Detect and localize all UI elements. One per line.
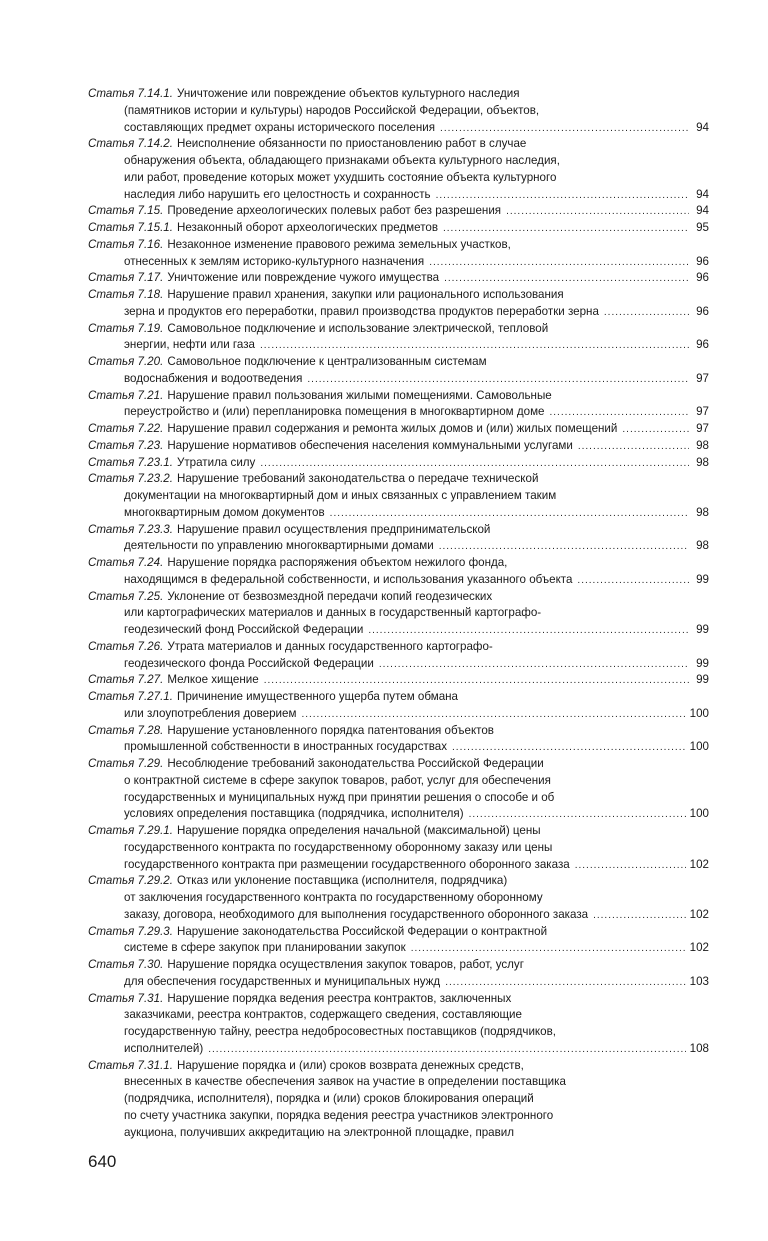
article-title-line: находящимся в федеральной собственности, и использования указанного объекта — [124, 572, 573, 586]
article-title-line: заказу, договора, необходимого для выполнения государственного оборонного заказа — [124, 907, 589, 921]
article-title-line: системе в сфере закупок при планировании закупок — [124, 941, 406, 955]
article-title-line: Нарушение порядка и (или) сроков возврата денежных средств, — [176, 1058, 524, 1072]
page-ref: 100 — [689, 807, 709, 821]
toc-entry — [88, 756, 709, 823]
toc-line — [88, 538, 709, 555]
toc-line — [88, 790, 709, 807]
toc-line — [88, 1125, 709, 1142]
article-number: Статья 7.29.3. — [88, 924, 173, 938]
article-title-line: внесенных в качестве обеспечения заявок на участие в определении поставщика — [124, 1075, 566, 1089]
article-title-line: государственных и муниципальных нужд при принятии решения о способе и об — [124, 790, 555, 804]
toc-line — [88, 639, 709, 656]
page-ref: 108 — [689, 1041, 709, 1055]
toc-line — [88, 622, 709, 639]
dot-leader — [440, 121, 689, 138]
article-title-line: Нарушение порядка определения начальной (максимальной) цены — [176, 824, 541, 837]
article-title-line: Нарушение правил хранения, закупки или рационального использования — [167, 288, 564, 301]
toc-entry — [88, 589, 709, 639]
toc-line — [88, 672, 709, 689]
article-title-line: исполнителей) — [124, 1041, 204, 1055]
toc-line — [88, 170, 709, 187]
toc-line — [88, 354, 709, 371]
article-number: Статья 7.18. — [88, 288, 164, 301]
article-number: Статья 7.26. — [88, 639, 164, 653]
article-title-line: условиях определения поставщика (подрядчика, исполнителя) — [124, 807, 464, 821]
toc-line — [88, 1074, 709, 1091]
article-title-line: наследия либо нарушить его целостность и сохранность — [124, 187, 431, 201]
page-ref: 98 — [696, 539, 709, 553]
page-ref: 96 — [696, 254, 709, 268]
toc-line — [88, 940, 709, 957]
toc-line — [88, 589, 709, 606]
article-number: Статья 7.27. — [88, 673, 164, 687]
toc-line — [88, 806, 709, 823]
article-title-line: Самовольное подключение к централизованным системам — [167, 355, 487, 368]
toc-line — [88, 120, 709, 137]
toc-line — [88, 857, 709, 874]
article-title-line: аукциона, получивших аккредитацию на электронной площадке, правил — [124, 1125, 515, 1139]
dot-leader — [264, 673, 689, 690]
article-number: Статья 7.30. — [88, 958, 164, 971]
article-title-line: Несоблюдение требований законодательства Российской Федерации — [167, 757, 544, 770]
article-number: Статья 7.25. — [88, 589, 164, 603]
article-number: Статья 7.15.1. — [88, 221, 173, 234]
page-ref: 96 — [696, 338, 709, 352]
toc-line — [88, 86, 709, 103]
toc-line — [88, 890, 709, 907]
article-number: Статья 7.24. — [88, 556, 164, 569]
page-ref: 99 — [696, 656, 709, 670]
article-number: Статья 7.23.2. — [88, 472, 173, 486]
toc-line — [88, 605, 709, 622]
article-title-line: Нарушение законодательства Российской Федерации о контрактной — [176, 924, 548, 938]
toc-entry — [88, 672, 709, 689]
dot-leader — [443, 221, 689, 238]
toc-line — [88, 187, 709, 204]
toc-entry — [88, 957, 709, 991]
article-title-line: Нарушение правил осуществления предпринимательской — [176, 522, 491, 536]
article-number: Статья 7.23.1. — [88, 455, 173, 469]
toc-line — [88, 1007, 709, 1024]
toc-entry — [88, 237, 709, 271]
toc-line — [88, 840, 709, 857]
dot-leader — [436, 188, 689, 205]
toc-line — [88, 471, 709, 488]
toc-line — [88, 756, 709, 773]
page-ref: 102 — [689, 941, 709, 955]
article-title-line: геодезический фонд Российской Федерации — [124, 623, 364, 636]
article-number: Статья 7.14.2. — [88, 137, 173, 151]
dot-leader — [593, 908, 686, 925]
toc-line — [88, 153, 709, 170]
article-title-line: деятельности по управлению многоквартирными домами — [124, 539, 434, 553]
toc-line — [88, 103, 709, 120]
dot-leader — [260, 456, 689, 473]
page-ref: 97 — [696, 371, 709, 385]
dot-leader — [208, 1042, 685, 1059]
article-title-line: зерна и продуктов его переработки, правил производства продуктов переработки зерна — [124, 304, 599, 318]
toc-entry — [88, 522, 709, 556]
article-title-line: Нарушение установленного порядка патентования объектов — [167, 723, 494, 737]
article-title-line: Утрата материалов и данных государственного картографо- — [167, 639, 493, 653]
toc-entry — [88, 86, 709, 136]
article-title-line: переустройство и (или) перепланировка помещения в многоквартирном доме — [124, 405, 545, 419]
page-ref: 94 — [696, 204, 709, 218]
toc-line — [88, 287, 709, 304]
article-number: Статья 7.23.3. — [88, 522, 173, 536]
article-number: Статья 7.22. — [88, 422, 164, 435]
article-title-line: Уничтожение или повреждение чужого имущества — [167, 271, 440, 285]
dot-leader — [379, 657, 689, 674]
toc-entry — [88, 823, 709, 873]
article-title-line: от заключения государственного контракта по государственному оборонному — [124, 891, 543, 904]
page-ref: 99 — [696, 572, 709, 586]
toc-line — [88, 220, 709, 237]
toc-line — [88, 522, 709, 539]
article-number: Статья 7.27.1. — [88, 690, 173, 703]
article-title-line: Уклонение от безвозмездной передачи копий геодезических — [167, 589, 493, 603]
page-ref: 99 — [696, 623, 709, 636]
toc-entry — [88, 555, 709, 589]
toc-entry — [88, 438, 709, 455]
article-title-line: государственного контракта по государственному оборонному заказу или цены — [124, 840, 553, 854]
toc-line — [88, 237, 709, 254]
page-ref: 102 — [689, 907, 709, 921]
dot-leader — [429, 255, 689, 272]
toc-entry — [88, 639, 709, 673]
toc-line — [88, 773, 709, 790]
article-title-line: Проведение археологических полевых работ без разрешения — [167, 204, 502, 218]
article-title-line: по счету участника закупки, порядка ведения реестра участников электронного — [124, 1108, 554, 1122]
article-title-line: Нарушение порядка ведения реестра контрактов, заключенных — [167, 991, 512, 1005]
article-title-line: Самовольное подключение и использование электрической, тепловой — [167, 321, 549, 335]
article-title-line: геодезического фонда Российской Федерации — [124, 656, 374, 670]
page-ref: 100 — [689, 706, 709, 720]
article-title-line: составляющих предмет охраны исторического поселения — [124, 120, 436, 134]
article-title-line: Нарушение порядка осуществления закупок товаров, работ, услуг — [167, 958, 524, 971]
article-number: Статья 7.23. — [88, 438, 164, 452]
toc-line — [88, 823, 709, 840]
page-ref: 96 — [696, 304, 709, 318]
article-number: Статья 7.21. — [88, 388, 164, 402]
toc-entry — [88, 924, 709, 958]
dot-leader — [411, 941, 686, 958]
toc-line — [88, 974, 709, 991]
toc-line — [88, 656, 709, 673]
article-title-line: или злоупотребления доверием — [124, 706, 297, 720]
toc-line — [88, 924, 709, 941]
article-title-line: Неисполнение обязанности по приостановлению работ в случае — [176, 137, 527, 151]
article-number: Статья 7.31. — [88, 991, 164, 1005]
toc-line — [88, 136, 709, 153]
page-ref: 96 — [696, 271, 709, 285]
article-number: Статья 7.17. — [88, 271, 164, 285]
dot-leader — [578, 439, 689, 456]
dot-leader — [439, 539, 689, 556]
dot-leader — [368, 623, 689, 640]
dot-leader — [444, 271, 689, 288]
article-title-line: энергии, нефти или газа — [124, 338, 255, 352]
toc-entry — [88, 270, 709, 287]
article-title-line: Незаконное изменение правового режима земельных участков, — [167, 237, 511, 251]
toc-line — [88, 957, 709, 974]
article-title-line: государственную тайну, реестра недобросовестных поставщиков (подрядчиков, — [124, 1025, 556, 1038]
article-title-line: Утратила силу — [176, 455, 256, 469]
toc-entry — [88, 220, 709, 237]
article-title-line: обнаружения объекта, обладающего признаками объекта культурного наследия, — [124, 154, 560, 167]
toc-line — [88, 1058, 709, 1075]
toc-line — [88, 337, 709, 354]
article-title-line: (подрядчика, исполнителя), порядка и (или) сроков блокирования операций — [124, 1092, 534, 1105]
article-title-line: государственного контракта при размещении государственного оборонного заказа — [124, 857, 570, 871]
toc-line — [88, 1108, 709, 1125]
page-ref: 98 — [696, 438, 709, 452]
toc-entry — [88, 455, 709, 472]
toc-entry — [88, 203, 709, 220]
article-title-line: отнесенных к землям историко-культурного назначения — [124, 254, 425, 268]
article-number: Статья 7.20. — [88, 355, 164, 368]
toc-entry — [88, 421, 709, 438]
article-title-line: заказчиками, реестра контрактов, содержащего сведения, составляющие — [124, 1008, 522, 1022]
dot-leader — [445, 975, 685, 992]
article-title-line: о контрактной системе в сфере закупок товаров, работ, услуг для обеспечения — [124, 773, 551, 787]
page-ref: 99 — [696, 673, 709, 687]
toc-line — [88, 270, 709, 287]
toc-line — [88, 991, 709, 1008]
article-number: Статья 7.16. — [88, 237, 164, 251]
toc-line — [88, 404, 709, 421]
toc-line — [88, 739, 709, 756]
dot-leader — [577, 573, 689, 590]
dot-leader — [452, 740, 686, 757]
article-number: Статья 7.29. — [88, 757, 164, 770]
dot-leader — [550, 405, 690, 422]
article-number: Статья 7.28. — [88, 723, 164, 737]
article-title-line: Мелкое хищение — [167, 673, 259, 687]
article-title-line: Причинение имущественного ущерба путем обмана — [176, 690, 459, 703]
toc-line — [88, 455, 709, 472]
toc-entry — [88, 689, 709, 723]
toc-line — [88, 706, 709, 723]
toc-line — [88, 907, 709, 924]
toc-entry — [88, 321, 709, 355]
toc-line — [88, 572, 709, 589]
article-title-line: (памятников истории и культуры) народов Российской Федерации, объектов, — [124, 103, 540, 117]
article-number: Статья 7.15. — [88, 204, 164, 218]
toc-line — [88, 203, 709, 220]
toc-entry — [88, 723, 709, 757]
toc-entry — [88, 471, 709, 521]
toc-line — [88, 1091, 709, 1108]
toc-line — [88, 689, 709, 706]
toc-line — [88, 488, 709, 505]
dot-leader — [330, 506, 689, 523]
toc-line — [88, 388, 709, 405]
article-title-line: Нарушение правил содержания и ремонта жилых домов и (или) жилых помещений — [167, 422, 618, 435]
page-ref: 97 — [696, 422, 709, 435]
toc-entry — [88, 388, 709, 422]
article-title-line: Отказ или уклонение поставщика (исполнителя, подрядчика) — [176, 874, 508, 888]
article-title-line: документации на многоквартирный дом и иных связанных с управлением таким — [124, 489, 557, 502]
toc-entry — [88, 287, 709, 321]
page-ref: 100 — [689, 740, 709, 754]
article-number: Статья 7.19. — [88, 321, 164, 335]
article-title-line: Уничтожение или повреждение объектов культурного наследия — [176, 87, 520, 100]
article-title-line: Нарушение правил пользования жилыми помещениями. Самовольные — [167, 388, 552, 402]
dot-leader — [469, 807, 686, 824]
toc-line — [88, 321, 709, 338]
page-number: 640 — [88, 1152, 117, 1171]
toc-line — [88, 421, 709, 438]
article-title-line: Нарушение порядка распоряжения объектом нежилого фонда, — [167, 556, 508, 569]
toc-line — [88, 555, 709, 572]
page-ref: 98 — [696, 505, 709, 519]
dot-leader — [301, 707, 685, 724]
article-title-line: многоквартирным домом документов — [124, 505, 325, 519]
article-number: Статья 7.29.2. — [88, 874, 173, 888]
toc-line — [88, 723, 709, 740]
toc-line — [88, 873, 709, 890]
toc-entry — [88, 991, 709, 1058]
toc-entry — [88, 354, 709, 388]
dot-leader — [307, 372, 689, 389]
article-number: Статья 7.14.1. — [88, 87, 173, 100]
toc-line — [88, 304, 709, 321]
article-number: Статья 7.29.1. — [88, 824, 173, 837]
article-title-line: водоснабжения и водоотведения — [124, 371, 303, 385]
page-ref: 103 — [689, 974, 709, 988]
page-ref: 102 — [689, 857, 709, 871]
toc-line — [88, 371, 709, 388]
table-of-contents — [88, 86, 709, 1141]
toc-line — [88, 505, 709, 522]
article-title-line: или картографических материалов и данных в государственный картографо- — [124, 606, 542, 620]
toc-entry — [88, 1058, 709, 1142]
page-ref: 98 — [696, 455, 709, 469]
dot-leader — [622, 422, 689, 439]
page-ref: 94 — [696, 187, 709, 201]
dot-leader — [260, 338, 689, 355]
article-number: Статья 7.31.1. — [88, 1058, 173, 1072]
dot-leader — [506, 204, 689, 221]
article-title-line: Нарушение нормативов обеспечения населения коммунальными услугами — [167, 438, 573, 452]
toc-entry — [88, 873, 709, 923]
toc-line — [88, 254, 709, 271]
toc-line — [88, 438, 709, 455]
toc-line — [88, 1024, 709, 1041]
page-ref: 97 — [696, 405, 709, 419]
article-title-line: Незаконный оборот археологических предметов — [176, 221, 438, 234]
page-ref: 94 — [696, 120, 709, 134]
toc-entry — [88, 136, 709, 203]
toc-line — [88, 1041, 709, 1058]
article-title-line: для обеспечения государственных и муниципальных нужд — [124, 974, 441, 988]
page-ref: 95 — [696, 221, 709, 234]
article-title-line: Нарушение требований законодательства о передаче технической — [176, 472, 539, 486]
article-title-line: промышленной собственности в иностранных государствах — [124, 740, 448, 754]
dot-leader — [604, 305, 689, 322]
article-title-line: или работ, проведение которых может ухудшить состояние объекта культурного — [124, 170, 557, 184]
dot-leader — [575, 858, 686, 875]
